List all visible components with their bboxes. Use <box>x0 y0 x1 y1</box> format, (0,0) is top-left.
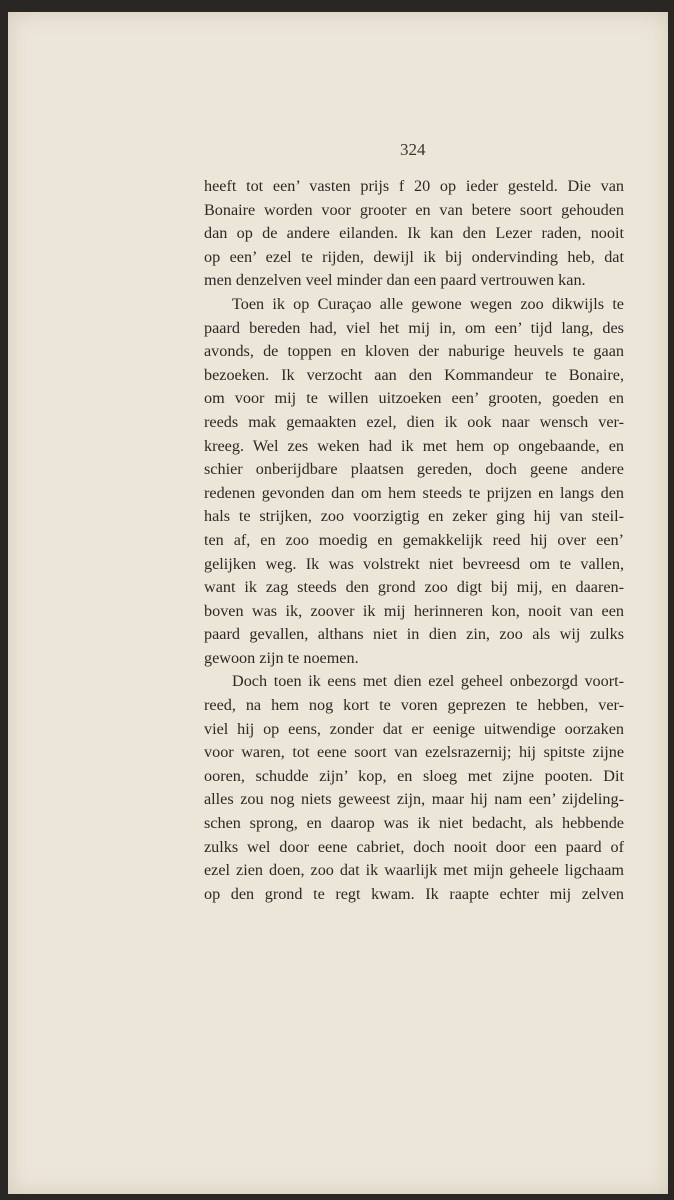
text-line: hals te strijken, zoo voorzigtig en zeker ging hij van steil- <box>204 507 624 526</box>
text-line: want ik zag steeds den grond zoo digt bij mij, en daaren- <box>204 578 624 597</box>
text-line: paard bereden had, viel het mij in, om een’ tijd lang, des <box>204 318 624 337</box>
text-line: kreeg. Wel zes weken had ik met hem op ongebaande, en <box>204 436 624 455</box>
text-line: viel hij op eens, zonder dat er eenige uitwendige oorzaken <box>204 719 624 738</box>
text-line: paard gevallen, althans niet in dien zin, zoo als wij zulks <box>204 625 624 644</box>
body-text <box>204 175 624 906</box>
text-line: zulks wel door eene cabriet, doch nooit door een paard of <box>204 837 624 856</box>
text-line: gewoon zijn te noemen. <box>204 648 359 667</box>
text-line: gelijken weg. Ik was volstrekt niet bevreesd om te vallen, <box>204 554 624 573</box>
text-line: schier onberijdbare plaatsen gereden, doch geene andere <box>204 460 624 479</box>
text-line: ten af, en zoo moedig en gemakkelijk reed hij over een’ <box>204 530 624 549</box>
text-line: heeft tot een’ vasten prijs f 20 op ieder gesteld. Die van <box>204 177 624 195</box>
text-line: boven was ik, zoover ik mij herinneren kon, nooit van een <box>204 601 624 620</box>
text-line: ezel zien doen, zoo dat ik waarlijk met mijn geheele ligchaam <box>204 861 624 880</box>
text-line: men denzelven veel minder dan een paard vertrouwen kan. <box>204 271 586 290</box>
text-line: Bonaire worden voor grooter en van betere soort gehouden <box>204 200 624 219</box>
text-line: schen sprong, en daarop was ik niet bedacht, als hebbende <box>204 814 624 833</box>
book-page <box>8 12 668 1194</box>
text-line: alles zou nog niets geweest zijn, maar hij nam een’ zijdeling- <box>204 790 624 809</box>
text-line: op een’ ezel te rijden, dewijl ik bij ondervinding heb, dat <box>204 247 624 266</box>
text-line: bezoeken. Ik verzocht aan den Kommandeur te Bonaire, <box>204 365 624 384</box>
text-line: ooren, schudde zijn’ kop, en sloeg met zijne pooten. Dit <box>204 766 624 785</box>
text-line: reed, na hem nog kort te voren geprezen te hebben, ver- <box>204 696 624 715</box>
text-line: reeds mak gemaakten ezel, dien ik ook naar wensch ver- <box>204 412 624 431</box>
page-number: 324 <box>400 140 426 159</box>
text-line: Doch toen ik eens met dien ezel geheel onbezorgd voort- <box>232 672 624 691</box>
text-line: avonds, de toppen en kloven der naburige heuvels te gaan <box>204 342 624 361</box>
text-line: dan op de andere eilanden. Ik kan den Lezer raden, nooit <box>204 224 624 243</box>
text-line: om voor mij te willen uitzoeken een’ grooten, goeden en <box>204 389 624 408</box>
text-line: redenen gevonden dan om hem steeds te prijzen en langs den <box>204 483 624 502</box>
text-line: op den grond te regt kwam. Ik raapte echter mij zelven <box>204 884 624 903</box>
text-line: Toen ik op Curaçao alle gewone wegen zoo dikwijls te <box>232 294 624 313</box>
text-line: voor waren, tot eene soort van ezelsrazernij; hij spitste zijne <box>204 743 624 762</box>
